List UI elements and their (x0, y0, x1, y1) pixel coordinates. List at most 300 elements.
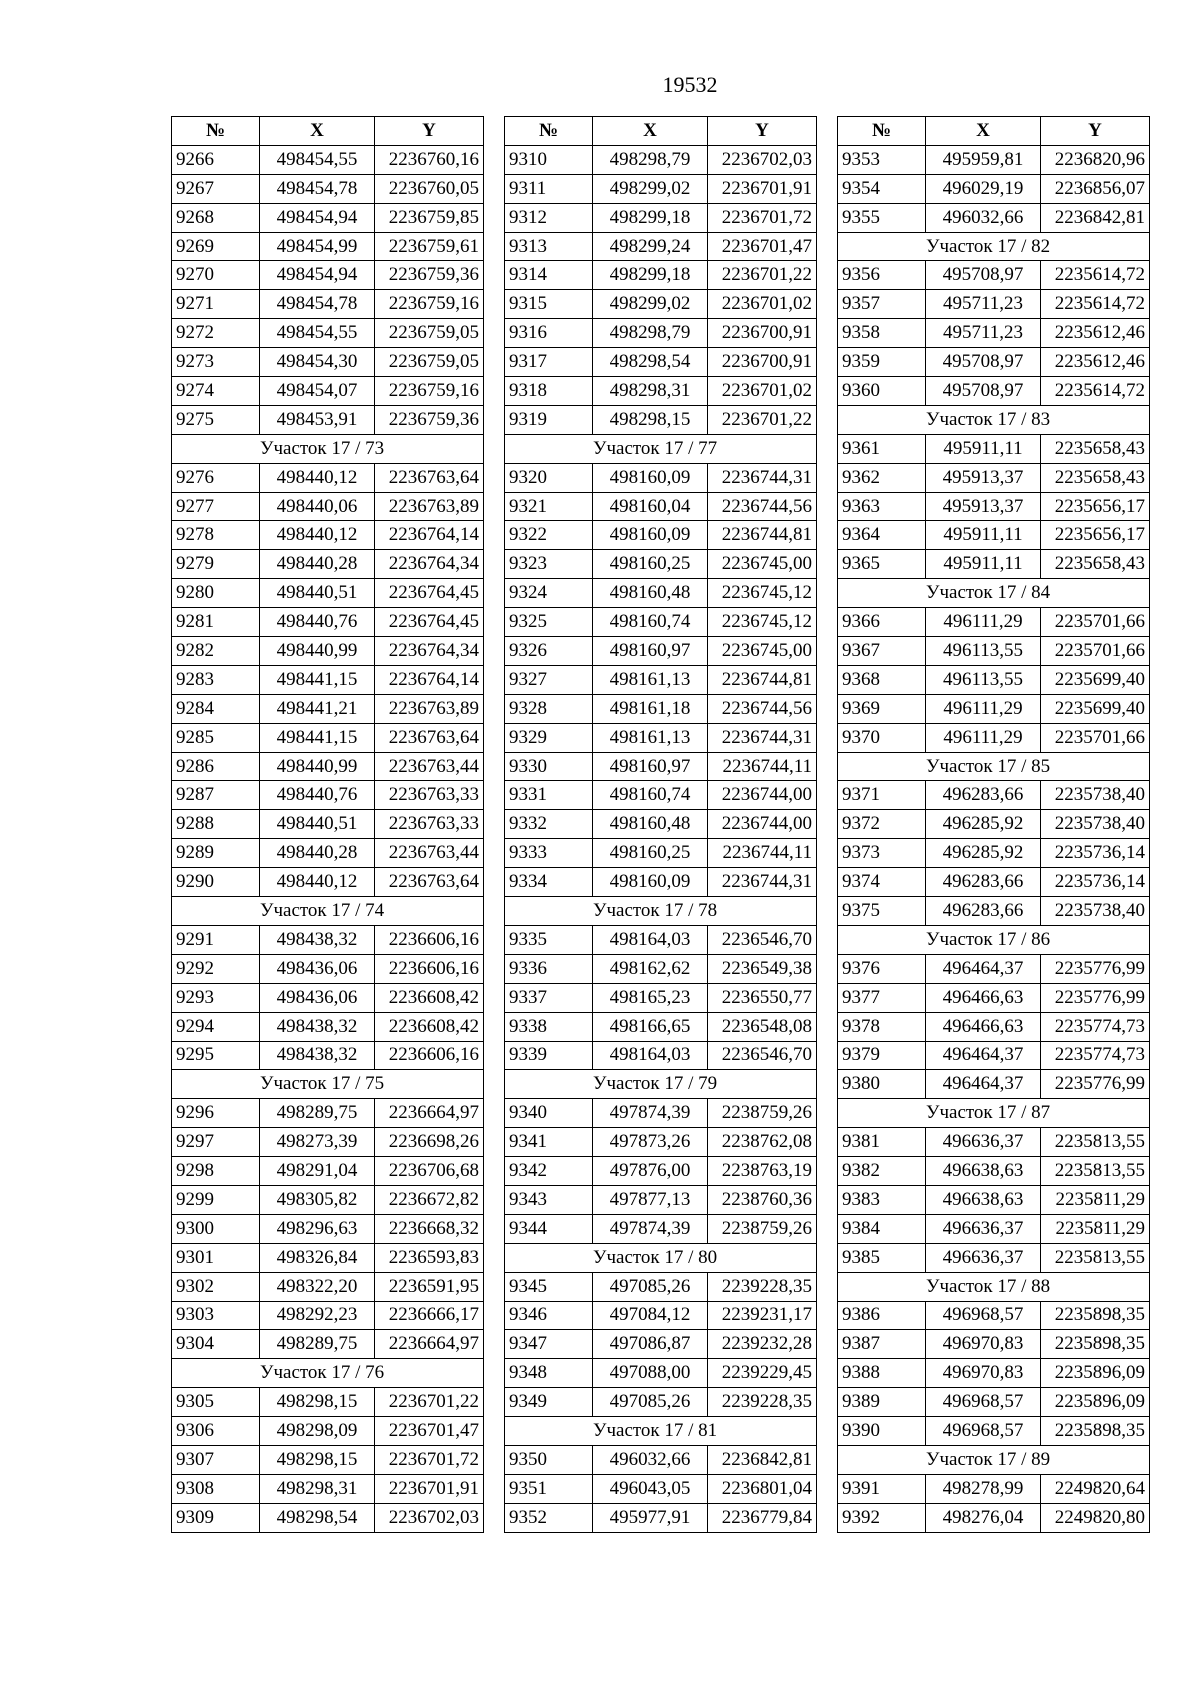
section-row (505, 897, 817, 926)
point-number-cell: 9389 (838, 1388, 926, 1417)
section-row (505, 434, 817, 463)
table-row (838, 1330, 1150, 1359)
x-coordinate-cell: 498441,15 (260, 665, 375, 694)
section-row (172, 897, 484, 926)
x-coordinate-cell: 498440,99 (260, 637, 375, 666)
x-coordinate-cell: 498291,04 (260, 1157, 375, 1186)
point-number-cell: 9343 (505, 1185, 593, 1214)
point-number-cell: 9333 (505, 839, 593, 868)
y-coordinate-cell: 2236701,91 (708, 174, 817, 203)
y-coordinate-cell: 2236842,81 (708, 1445, 817, 1474)
y-coordinate-cell: 2235612,46 (1041, 319, 1150, 348)
section-title: Участок 17 / 79 (505, 1070, 817, 1099)
x-coordinate-cell: 496111,29 (926, 608, 1041, 637)
x-coordinate-cell: 498436,06 (260, 983, 375, 1012)
table-row (838, 781, 1150, 810)
table-row (172, 261, 484, 290)
x-coordinate-cell: 498160,04 (593, 492, 708, 521)
x-coordinate-cell: 496285,92 (926, 839, 1041, 868)
table-row (838, 492, 1150, 521)
table-row (838, 897, 1150, 926)
x-coordinate-cell: 498161,13 (593, 723, 708, 752)
y-coordinate-cell: 2236759,85 (375, 203, 484, 232)
y-coordinate-cell: 2249820,64 (1041, 1474, 1150, 1503)
table-row (172, 1417, 484, 1446)
y-coordinate-cell: 2238759,26 (708, 1214, 817, 1243)
x-coordinate-cell: 495708,97 (926, 377, 1041, 406)
y-coordinate-cell: 2236701,22 (708, 405, 817, 434)
x-coordinate-cell: 498160,97 (593, 752, 708, 781)
point-number-cell: 9297 (172, 1128, 260, 1157)
x-coordinate-cell: 496043,05 (593, 1474, 708, 1503)
point-number-cell: 9274 (172, 377, 260, 406)
y-coordinate-cell: 2236763,64 (375, 723, 484, 752)
table-row (172, 1099, 484, 1128)
x-coordinate-cell: 495911,11 (926, 550, 1041, 579)
section-row (838, 752, 1150, 781)
point-number-cell: 9371 (838, 781, 926, 810)
section-row (838, 925, 1150, 954)
y-coordinate-cell: 2238762,08 (708, 1128, 817, 1157)
x-coordinate-cell: 495711,23 (926, 319, 1041, 348)
table-row (838, 1214, 1150, 1243)
table-row (505, 1272, 817, 1301)
y-coordinate-cell: 2236763,33 (375, 781, 484, 810)
section-title: Участок 17 / 86 (838, 925, 1150, 954)
x-coordinate-cell: 496970,83 (926, 1359, 1041, 1388)
x-coordinate-cell: 498454,55 (260, 145, 375, 174)
table-row (172, 377, 484, 406)
section-row (838, 1099, 1150, 1128)
section-row (838, 232, 1150, 261)
x-coordinate-cell: 496466,63 (926, 1012, 1041, 1041)
x-coordinate-cell: 497085,26 (593, 1388, 708, 1417)
y-coordinate-cell: 2236744,56 (708, 694, 817, 723)
x-coordinate-cell: 498298,15 (593, 405, 708, 434)
section-row (838, 579, 1150, 608)
y-coordinate-cell: 2239232,28 (708, 1330, 817, 1359)
point-number-cell: 9386 (838, 1301, 926, 1330)
table-row (172, 463, 484, 492)
x-coordinate-cell: 498441,21 (260, 694, 375, 723)
x-coordinate-cell: 496464,37 (926, 954, 1041, 983)
x-coordinate-cell: 498454,94 (260, 261, 375, 290)
x-coordinate-cell: 498296,63 (260, 1214, 375, 1243)
point-number-cell: 9283 (172, 665, 260, 694)
table-row (505, 1301, 817, 1330)
table-row (172, 579, 484, 608)
table-row (838, 1503, 1150, 1532)
table-row (172, 521, 484, 550)
section-row (838, 1272, 1150, 1301)
y-coordinate-cell: 2236759,61 (375, 232, 484, 261)
y-coordinate-cell: 2236763,64 (375, 463, 484, 492)
y-coordinate-cell: 2239231,17 (708, 1301, 817, 1330)
y-coordinate-cell: 2236666,17 (375, 1301, 484, 1330)
point-number-cell: 9317 (505, 348, 593, 377)
y-coordinate-cell: 2236744,56 (708, 492, 817, 521)
x-coordinate-cell: 495959,81 (926, 145, 1041, 174)
x-coordinate-cell: 498160,25 (593, 839, 708, 868)
point-number-cell: 9384 (838, 1214, 926, 1243)
section-title: Участок 17 / 82 (838, 232, 1150, 261)
point-number-cell: 9350 (505, 1445, 593, 1474)
coordinates-table-right (837, 116, 1150, 1533)
y-coordinate-cell: 2236701,02 (708, 290, 817, 319)
table-row (505, 637, 817, 666)
x-coordinate-cell: 496638,63 (926, 1157, 1041, 1186)
x-coordinate-cell: 498440,76 (260, 781, 375, 810)
table-row (172, 550, 484, 579)
y-coordinate-cell: 2236706,68 (375, 1157, 484, 1186)
x-coordinate-cell: 498299,02 (593, 174, 708, 203)
y-coordinate-cell: 2236546,70 (708, 1041, 817, 1070)
table-row (172, 290, 484, 319)
table-row (838, 1474, 1150, 1503)
table-row (172, 1330, 484, 1359)
y-coordinate-cell: 2236700,91 (708, 348, 817, 377)
point-number-cell: 9291 (172, 925, 260, 954)
point-number-cell: 9301 (172, 1243, 260, 1272)
point-number-cell: 9391 (838, 1474, 926, 1503)
table-row (172, 174, 484, 203)
point-number-cell: 9289 (172, 839, 260, 868)
y-coordinate-cell: 2236702,03 (375, 1503, 484, 1532)
x-coordinate-cell: 498298,15 (260, 1445, 375, 1474)
y-coordinate-cell: 2235614,72 (1041, 377, 1150, 406)
table-row (838, 1070, 1150, 1099)
y-coordinate-cell: 2236701,47 (708, 232, 817, 261)
table-row (838, 1243, 1150, 1272)
point-number-cell: 9376 (838, 954, 926, 983)
y-coordinate-cell: 2236763,64 (375, 868, 484, 897)
y-coordinate-cell: 2235774,73 (1041, 1041, 1150, 1070)
table-row (505, 1099, 817, 1128)
point-number-cell: 9388 (838, 1359, 926, 1388)
y-coordinate-cell: 2236764,45 (375, 608, 484, 637)
x-coordinate-cell: 496968,57 (926, 1301, 1041, 1330)
point-number-cell: 9362 (838, 463, 926, 492)
x-coordinate-cell: 496111,29 (926, 694, 1041, 723)
x-coordinate-cell: 495913,37 (926, 492, 1041, 521)
y-coordinate-cell: 2235811,29 (1041, 1185, 1150, 1214)
x-coordinate-cell: 498440,76 (260, 608, 375, 637)
y-coordinate-cell: 2235658,43 (1041, 550, 1150, 579)
x-coordinate-cell: 498440,28 (260, 839, 375, 868)
section-title: Участок 17 / 84 (838, 579, 1150, 608)
y-coordinate-cell: 2235813,55 (1041, 1128, 1150, 1157)
section-title: Участок 17 / 77 (505, 434, 817, 463)
y-coordinate-cell: 2238759,26 (708, 1099, 817, 1128)
table-row (838, 1185, 1150, 1214)
y-coordinate-cell: 2236701,22 (375, 1388, 484, 1417)
point-number-cell: 9278 (172, 521, 260, 550)
x-coordinate-cell: 498440,12 (260, 868, 375, 897)
y-coordinate-cell: 2235612,46 (1041, 348, 1150, 377)
point-number-cell: 9269 (172, 232, 260, 261)
x-coordinate-cell: 496283,66 (926, 781, 1041, 810)
table-row (172, 1301, 484, 1330)
point-number-cell: 9357 (838, 290, 926, 319)
table-row (838, 1012, 1150, 1041)
x-coordinate-cell: 498273,39 (260, 1128, 375, 1157)
page-number: 19532 (662, 72, 718, 97)
x-coordinate-cell: 498278,99 (926, 1474, 1041, 1503)
x-coordinate-cell: 498326,84 (260, 1243, 375, 1272)
x-coordinate-cell: 498440,51 (260, 810, 375, 839)
point-number-cell: 9298 (172, 1157, 260, 1186)
x-coordinate-cell: 498164,03 (593, 925, 708, 954)
header-no: № (838, 117, 926, 146)
point-number-cell: 9344 (505, 1214, 593, 1243)
table-row (505, 145, 817, 174)
header-x: X (593, 117, 708, 146)
x-coordinate-cell: 498298,79 (593, 319, 708, 348)
y-coordinate-cell: 2236763,89 (375, 694, 484, 723)
point-number-cell: 9294 (172, 1012, 260, 1041)
point-number-cell: 9348 (505, 1359, 593, 1388)
table-row (838, 694, 1150, 723)
table-row (505, 463, 817, 492)
y-coordinate-cell: 2236744,00 (708, 810, 817, 839)
table-row (838, 174, 1150, 203)
y-coordinate-cell: 2236698,26 (375, 1128, 484, 1157)
table-row (838, 1128, 1150, 1157)
table-row (172, 1503, 484, 1532)
point-number-cell: 9300 (172, 1214, 260, 1243)
y-coordinate-cell: 2236744,11 (708, 752, 817, 781)
point-number-cell: 9296 (172, 1099, 260, 1128)
y-coordinate-cell: 2236744,31 (708, 868, 817, 897)
y-coordinate-cell: 2236744,00 (708, 781, 817, 810)
table-row (505, 1157, 817, 1186)
table-row (505, 694, 817, 723)
y-coordinate-cell: 2236546,70 (708, 925, 817, 954)
x-coordinate-cell: 498454,99 (260, 232, 375, 261)
y-coordinate-cell: 2236672,82 (375, 1185, 484, 1214)
point-number-cell: 9336 (505, 954, 593, 983)
point-number-cell: 9271 (172, 290, 260, 319)
section-title: Участок 17 / 89 (838, 1445, 1150, 1474)
y-coordinate-cell: 2236593,83 (375, 1243, 484, 1272)
point-number-cell: 9275 (172, 405, 260, 434)
y-coordinate-cell: 2236744,81 (708, 521, 817, 550)
x-coordinate-cell: 498299,18 (593, 203, 708, 232)
table-row (838, 810, 1150, 839)
y-coordinate-cell: 2236764,45 (375, 579, 484, 608)
table-row (838, 637, 1150, 666)
table-row (505, 521, 817, 550)
table-row (505, 752, 817, 781)
x-coordinate-cell: 498160,48 (593, 579, 708, 608)
y-coordinate-cell: 2239228,35 (708, 1272, 817, 1301)
y-coordinate-cell: 2236842,81 (1041, 203, 1150, 232)
table-row (505, 290, 817, 319)
table-row (172, 203, 484, 232)
table-row (505, 839, 817, 868)
table-row (505, 1214, 817, 1243)
x-coordinate-cell: 498161,18 (593, 694, 708, 723)
point-number-cell: 9272 (172, 319, 260, 348)
point-number-cell: 9358 (838, 319, 926, 348)
table-row (172, 232, 484, 261)
section-title: Участок 17 / 81 (505, 1417, 817, 1446)
table-row (838, 1417, 1150, 1446)
table-header-row (838, 117, 1150, 146)
point-number-cell: 9380 (838, 1070, 926, 1099)
coordinates-table-left (171, 116, 484, 1533)
y-coordinate-cell: 2236701,72 (708, 203, 817, 232)
table-row (505, 232, 817, 261)
table-row (505, 174, 817, 203)
x-coordinate-cell: 497877,13 (593, 1185, 708, 1214)
y-coordinate-cell: 2235736,14 (1041, 839, 1150, 868)
table-row (505, 1503, 817, 1532)
table-header-row (505, 117, 817, 146)
table-row (505, 405, 817, 434)
y-coordinate-cell: 2235614,72 (1041, 290, 1150, 319)
point-number-cell: 9308 (172, 1474, 260, 1503)
y-coordinate-cell: 2236744,81 (708, 665, 817, 694)
point-number-cell: 9383 (838, 1185, 926, 1214)
table-row (838, 261, 1150, 290)
section-title: Участок 17 / 87 (838, 1099, 1150, 1128)
point-number-cell: 9340 (505, 1099, 593, 1128)
section-title: Участок 17 / 75 (172, 1070, 484, 1099)
table-row (172, 1243, 484, 1272)
x-coordinate-cell: 498160,74 (593, 781, 708, 810)
table-row (172, 319, 484, 348)
x-coordinate-cell: 498166,65 (593, 1012, 708, 1041)
x-coordinate-cell: 496968,57 (926, 1417, 1041, 1446)
x-coordinate-cell: 496283,66 (926, 897, 1041, 926)
point-number-cell: 9314 (505, 261, 593, 290)
y-coordinate-cell: 2236700,91 (708, 319, 817, 348)
x-coordinate-cell: 498454,30 (260, 348, 375, 377)
x-coordinate-cell: 498276,04 (926, 1503, 1041, 1532)
table-row (172, 1445, 484, 1474)
point-number-cell: 9268 (172, 203, 260, 232)
y-coordinate-cell: 2235738,40 (1041, 897, 1150, 926)
point-number-cell: 9329 (505, 723, 593, 752)
x-coordinate-cell: 498454,55 (260, 319, 375, 348)
table-row (505, 925, 817, 954)
section-row (838, 1445, 1150, 1474)
point-number-cell: 9342 (505, 1157, 593, 1186)
table-row (838, 1157, 1150, 1186)
point-number-cell: 9306 (172, 1417, 260, 1446)
y-coordinate-cell: 2236745,00 (708, 550, 817, 579)
y-coordinate-cell: 2235776,99 (1041, 983, 1150, 1012)
x-coordinate-cell: 496464,37 (926, 1070, 1041, 1099)
y-coordinate-cell: 2236745,12 (708, 608, 817, 637)
x-coordinate-cell: 498289,75 (260, 1099, 375, 1128)
table-row (838, 983, 1150, 1012)
y-coordinate-cell: 2236745,12 (708, 579, 817, 608)
table-row (505, 1445, 817, 1474)
point-number-cell: 9295 (172, 1041, 260, 1070)
x-coordinate-cell: 497088,00 (593, 1359, 708, 1388)
y-coordinate-cell: 2236591,95 (375, 1272, 484, 1301)
point-number-cell: 9315 (505, 290, 593, 319)
table-row (172, 348, 484, 377)
point-number-cell: 9379 (838, 1041, 926, 1070)
section-title: Участок 17 / 83 (838, 405, 1150, 434)
point-number-cell: 9276 (172, 463, 260, 492)
table-row (172, 723, 484, 752)
point-number-cell: 9378 (838, 1012, 926, 1041)
y-coordinate-cell: 2236759,36 (375, 405, 484, 434)
point-number-cell: 9372 (838, 810, 926, 839)
point-number-cell: 9330 (505, 752, 593, 781)
x-coordinate-cell: 497873,26 (593, 1128, 708, 1157)
table-row (505, 665, 817, 694)
point-number-cell: 9320 (505, 463, 593, 492)
header-y: Y (375, 117, 484, 146)
x-coordinate-cell: 497086,87 (593, 1330, 708, 1359)
y-coordinate-cell: 2236820,96 (1041, 145, 1150, 174)
header-y: Y (1041, 117, 1150, 146)
point-number-cell: 9270 (172, 261, 260, 290)
table-row (838, 145, 1150, 174)
x-coordinate-cell: 496638,63 (926, 1185, 1041, 1214)
table-row (505, 810, 817, 839)
table-row (838, 1359, 1150, 1388)
table-row (838, 203, 1150, 232)
point-number-cell: 9304 (172, 1330, 260, 1359)
y-coordinate-cell: 2236701,47 (375, 1417, 484, 1446)
x-coordinate-cell: 498165,23 (593, 983, 708, 1012)
table-row (172, 925, 484, 954)
point-number-cell: 9282 (172, 637, 260, 666)
table-row (172, 983, 484, 1012)
point-number-cell: 9355 (838, 203, 926, 232)
x-coordinate-cell: 498298,79 (593, 145, 708, 174)
x-coordinate-cell: 498164,03 (593, 1041, 708, 1070)
table-row (172, 665, 484, 694)
table-row (172, 694, 484, 723)
x-coordinate-cell: 498454,94 (260, 203, 375, 232)
x-coordinate-cell: 495913,37 (926, 463, 1041, 492)
x-coordinate-cell: 498438,32 (260, 1041, 375, 1070)
table-row (838, 723, 1150, 752)
x-coordinate-cell: 498454,07 (260, 377, 375, 406)
y-coordinate-cell: 2236760,05 (375, 174, 484, 203)
x-coordinate-cell: 497084,12 (593, 1301, 708, 1330)
table-row (172, 608, 484, 637)
y-coordinate-cell: 2236548,08 (708, 1012, 817, 1041)
point-number-cell: 9356 (838, 261, 926, 290)
y-coordinate-cell: 2235776,99 (1041, 954, 1150, 983)
x-coordinate-cell: 498298,54 (260, 1503, 375, 1532)
point-number-cell: 9354 (838, 174, 926, 203)
point-number-cell: 9390 (838, 1417, 926, 1446)
section-row (172, 1359, 484, 1388)
y-coordinate-cell: 2236764,34 (375, 550, 484, 579)
y-coordinate-cell: 2235699,40 (1041, 665, 1150, 694)
point-number-cell: 9364 (838, 521, 926, 550)
point-number-cell: 9311 (505, 174, 593, 203)
point-number-cell: 9318 (505, 377, 593, 406)
y-coordinate-cell: 2236606,16 (375, 954, 484, 983)
point-number-cell: 9331 (505, 781, 593, 810)
x-coordinate-cell: 498440,28 (260, 550, 375, 579)
y-coordinate-cell: 2236763,33 (375, 810, 484, 839)
y-coordinate-cell: 2236550,77 (708, 983, 817, 1012)
y-coordinate-cell: 2236664,97 (375, 1330, 484, 1359)
point-number-cell: 9370 (838, 723, 926, 752)
section-row (505, 1417, 817, 1446)
